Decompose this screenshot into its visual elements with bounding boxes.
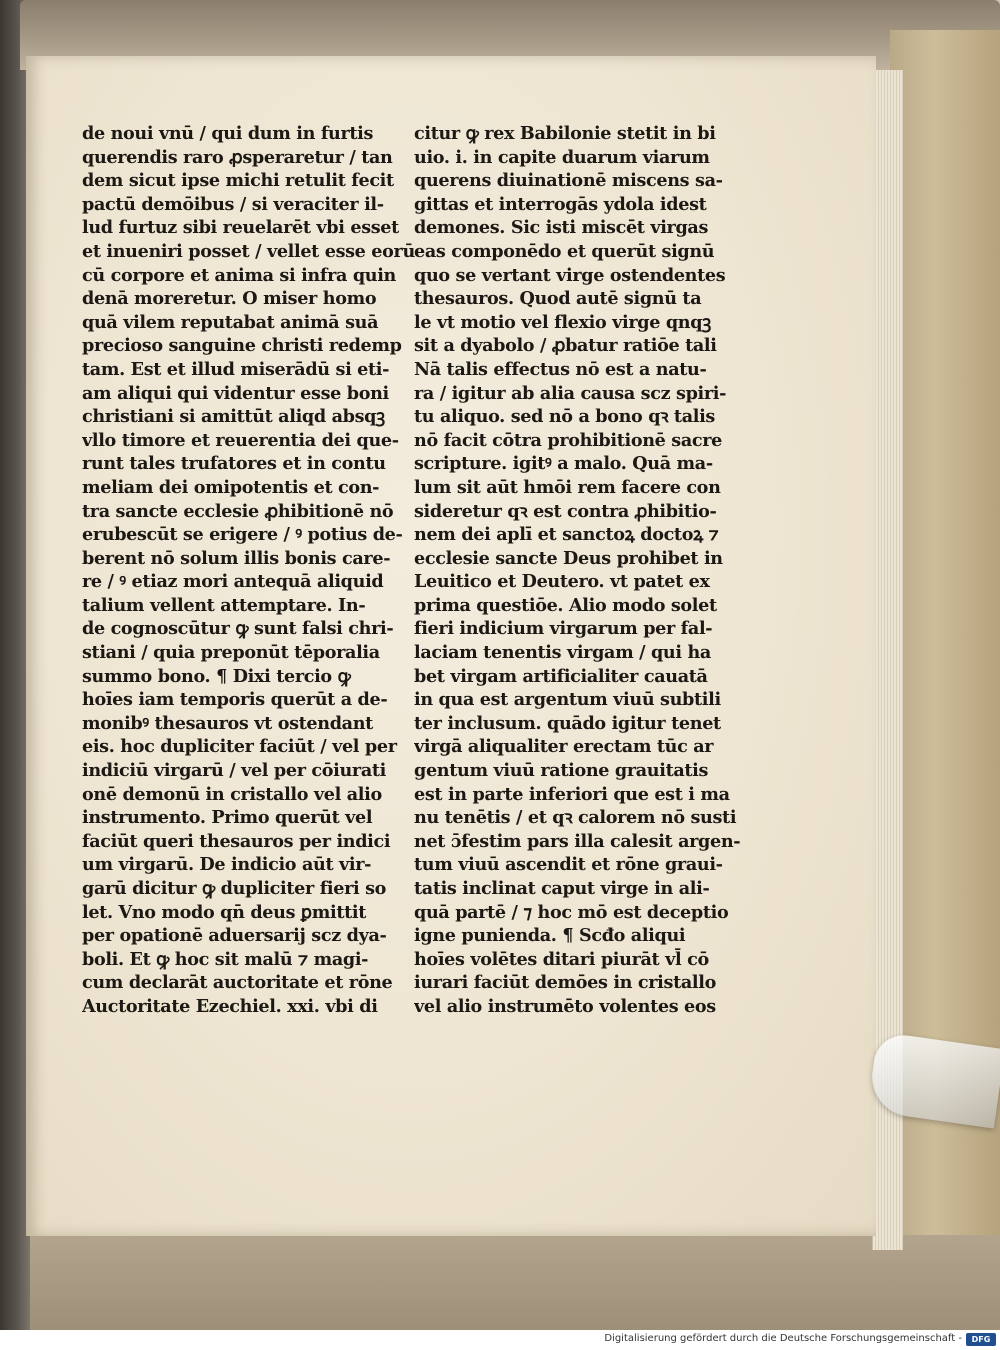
text-line: indiciū virgarū / vel per cōiurati xyxy=(82,760,387,782)
text-line: precioso sanguine christi redemp xyxy=(82,335,402,357)
text-line: sideretur qꝛ est contra ꝓhibitio- xyxy=(414,500,717,522)
text-line: meliam dei omipotentis et con- xyxy=(82,476,380,498)
text-line: instrumento. Primo querūt vel xyxy=(82,807,373,829)
text-line: nō facit cōtra prohibitionē sacre xyxy=(414,429,722,451)
book-page xyxy=(26,56,876,1236)
text-line: per opationē aduersarij scz dya- xyxy=(82,925,387,947)
text-line: tum viuū ascendit et rōne graui- xyxy=(414,854,723,876)
text-line: am aliqui qui videntur esse boni xyxy=(82,382,389,404)
text-line: scripture. igitꝰ a malo. Quā ma- xyxy=(414,453,713,475)
text-line: berent nō solum illis bonis care- xyxy=(82,547,391,569)
text-line: sit a dyabolo / ꝓbatur ratiōe tali xyxy=(414,335,717,357)
text-line: erubescūt se erigere / ꝰ potius de- xyxy=(82,524,403,546)
book-cover-bottom xyxy=(30,1235,1000,1330)
text-line: cū corpore et anima si infra quin xyxy=(82,264,397,286)
text-line: ra / igitur ab alia causa scz spiri- xyxy=(414,382,727,404)
text-line: eis. hoc dupliciter faciūt / vel per xyxy=(82,736,397,758)
text-line: eas componēdo et querūt signū xyxy=(414,240,715,262)
text-line: Leuitico et Deutero. vt patet ex xyxy=(414,571,710,593)
text-line: christiani si amittūt aliqd absqꝫ xyxy=(82,406,385,428)
text-line: dem sicut ipse michi retulit fecit xyxy=(82,170,394,192)
text-line: virgā aliqualiter erectam tūc ar xyxy=(414,736,714,758)
text-line: ter inclusum. quādo igitur tenet xyxy=(414,712,721,734)
text-line: de noui vnū / qui dum in furtis xyxy=(82,123,374,144)
text-line: de cognoscūtur ꝙ sunt falsi chri- xyxy=(82,618,394,640)
text-line: prima questiōe. Alio modo solet xyxy=(414,594,717,616)
text-line: fieri indicium virgarum per fal- xyxy=(414,618,713,640)
text-line: hoīes volētes ditari piurāt vl̄ cō xyxy=(414,948,709,970)
text-line: igne punienda. ¶ Scđo aliqui xyxy=(414,925,686,947)
text-line: thesauros. Quod autē signū ta xyxy=(414,288,702,310)
text-line: um virgarū. De indicio aūt vir- xyxy=(82,854,372,876)
footer-credit: Digitalisierung gefördert durch die Deutsche Forschungsgemeinschaft - xyxy=(604,1333,962,1344)
text-line: denā moreretur. O miser homo xyxy=(82,288,377,310)
text-line: tu aliquo. sed nō a bono qꝛ talis xyxy=(414,406,715,428)
text-line: let. Vno modo qn̄ deus ꝑmittit xyxy=(82,901,366,923)
text-line: quā vilem reputabat animā suā xyxy=(82,311,379,333)
text-line: laciam tenentis virgam / qui ha xyxy=(414,642,711,664)
text-line: nem dei aplī et sanctoꝝ doctoꝝ ⁊ xyxy=(414,524,719,546)
text-line: faciūt queri thesauros per indici xyxy=(82,830,391,852)
text-line: demones. Sic isti miscēt virgas xyxy=(414,217,709,239)
right-text-column xyxy=(414,122,749,1019)
text-line: querendis raro ꝓsperaretur / tan xyxy=(82,146,393,168)
book-cover-right xyxy=(890,30,1000,1330)
text-line: est in parte inferiori que est i ma xyxy=(414,783,730,805)
text-line: runt tales trufatores et in contu xyxy=(82,453,386,475)
text-line: quā partē / ⁊ hoc mō est deceptio xyxy=(414,901,729,923)
text-line: talium vellent attemptare. In- xyxy=(82,594,366,616)
text-line: querens diuinationē miscens sa- xyxy=(414,170,723,192)
text-line: citur ꝙ rex Babilonie stetit in bi xyxy=(414,123,716,144)
text-line: ecclesie sancte Deus prohibet in xyxy=(414,547,723,569)
text-line: monibꝰ thesauros vt ostendant xyxy=(82,712,373,734)
text-line: garū dicitur ꝙ dupliciter fieri so xyxy=(82,878,387,899)
text-line: nu tenētis / et qꝛ calorem nō susti xyxy=(414,807,737,829)
text-line: pactū demōibus / si veraciter il- xyxy=(82,193,384,215)
text-line: in qua est argentum viuū subtili xyxy=(414,689,721,711)
text-line: uio. i. in capite duarum viarum xyxy=(414,146,710,168)
text-line: quo se vertant virge ostendentes xyxy=(414,264,726,286)
text-line: lud furtuz sibi reuelarēt vbi esset xyxy=(82,217,399,239)
text-line: tam. Est et illud miserādū si eti- xyxy=(82,358,390,380)
text-line: vel alio instrumēto volentes eos xyxy=(414,995,716,1017)
text-line: boli. Et ꝙ hoc sit malū ⁊ magi- xyxy=(82,948,369,970)
text-line: gentum viuū ratione grauitatis xyxy=(414,760,709,782)
text-line: lum sit aūt hmōi rem facere con xyxy=(414,476,721,498)
text-line: vllo timore et reuerentia dei que- xyxy=(82,429,399,451)
text-line: tra sancte ecclesie ꝓhibitionē nō xyxy=(82,500,394,522)
text-line: net ɔ̄festim pars illa calesit argen- xyxy=(414,830,741,852)
text-line: stiani / quia preponūt tēporalia xyxy=(82,642,380,664)
text-line: bet virgam artificialiter cauatā xyxy=(414,665,708,687)
text-line: Nā talis effectus nō est a natu- xyxy=(414,358,707,380)
dfg-logo-icon: DFG xyxy=(966,1333,996,1346)
footer-bar xyxy=(0,1330,1000,1350)
text-line: onē demonū in cristallo vel alio xyxy=(82,783,382,805)
left-text-column xyxy=(82,122,417,1019)
text-line: iurari faciūt demōes in cristallo xyxy=(414,972,716,994)
text-line: le vt motio vel flexio virge qnqꝫ xyxy=(414,311,711,333)
text-line: tatis inclinat caput virge in ali- xyxy=(414,878,710,899)
text-line: cum declarāt auctoritate et rōne xyxy=(82,972,393,994)
text-line: Auctoritate Ezechiel. xxi. vbi di xyxy=(82,995,378,1017)
text-line: et inueniri posset / vellet esse eorū xyxy=(82,240,415,262)
text-line: re / ꝰ etiaz mori antequā aliquid xyxy=(82,571,384,593)
text-line: hoīes iam temporis querūt a de- xyxy=(82,689,388,711)
text-line: summo bono. ¶ Dixi tercio ꝙ xyxy=(82,665,351,687)
text-line: gittas et interrogās ydola idest xyxy=(414,193,707,215)
